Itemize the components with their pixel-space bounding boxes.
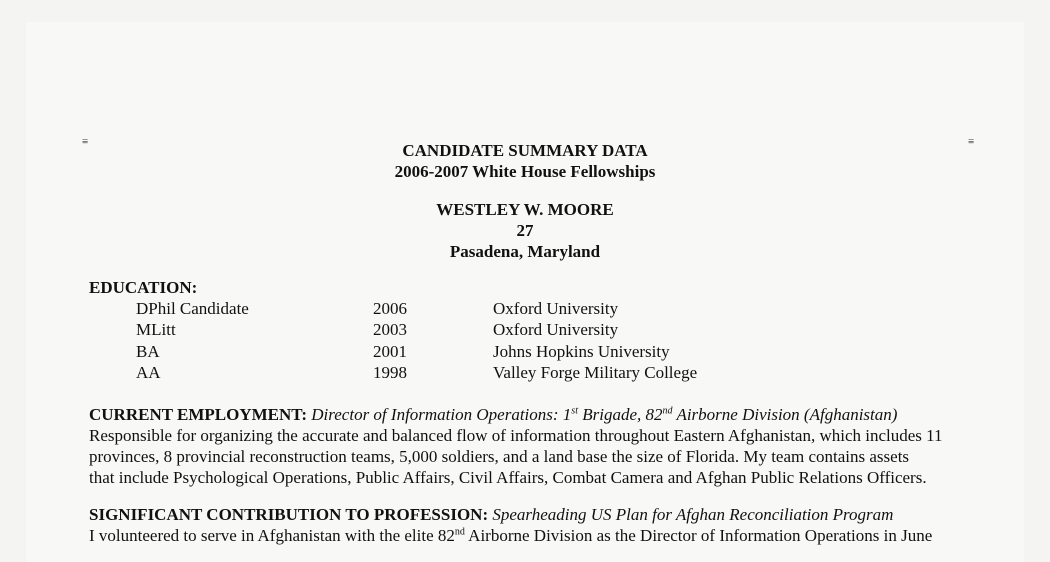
margin-mark-left: ≡ bbox=[82, 136, 89, 148]
contribution-heading-line bbox=[89, 504, 1019, 525]
contribution-description-line: I volunteered to serve in Afghanistan with the elite 82nd Airborne Division as the Director of Information Operations in June bbox=[89, 526, 933, 545]
candidate-age: 27 bbox=[516, 221, 534, 240]
education-year: 2001 bbox=[373, 342, 407, 361]
contribution-title: Spearheading US Plan for Afghan Reconciliation Program bbox=[492, 505, 894, 524]
education-year: 2006 bbox=[373, 299, 407, 318]
education-row bbox=[0, 299, 1050, 320]
contribution-heading: SIGNIFICANT CONTRIBUTION TO PROFESSION: bbox=[89, 505, 489, 524]
candidate-name: WESTLEY W. MOORE bbox=[436, 200, 614, 219]
education-school: Oxford University bbox=[493, 320, 619, 339]
education-row bbox=[0, 320, 1050, 341]
employment-description-line: provinces, 8 provincial reconstruction teams, 5,000 soldiers, and a land base the size of Florida. My team contains assets bbox=[89, 447, 910, 466]
employment-heading: CURRENT EMPLOYMENT: bbox=[89, 405, 308, 424]
education-school: Oxford University bbox=[493, 299, 619, 318]
education-degree: MLitt bbox=[136, 320, 176, 339]
employment-heading-line bbox=[89, 404, 1019, 425]
margin-mark-right: ≡ bbox=[968, 136, 975, 148]
education-school: Valley Forge Military College bbox=[493, 363, 698, 382]
document-title: CANDIDATE SUMMARY DATA bbox=[402, 141, 648, 160]
education-row bbox=[0, 363, 1050, 384]
education-degree: DPhil Candidate bbox=[136, 299, 249, 318]
document-subtitle: 2006-2007 White House Fellowships bbox=[394, 162, 656, 181]
education-row bbox=[0, 342, 1050, 363]
employment-description-line: that include Psychological Operations, Public Affairs, Civil Affairs, Combat Camera and Afghan Public Relations Officers. bbox=[89, 468, 927, 487]
education-heading: EDUCATION: bbox=[89, 278, 198, 297]
employment-description-line: Responsible for organizing the accurate and balanced flow of information throughout Eastern Afghanistan, which includes 11 bbox=[89, 426, 943, 445]
education-degree: BA bbox=[136, 342, 160, 361]
education-year: 1998 bbox=[373, 363, 407, 382]
employment-title: Director of Information Operations: 1st Brigade, 82nd Airborne Division (Afghanistan) bbox=[311, 405, 898, 424]
candidate-location: Pasadena, Maryland bbox=[449, 242, 601, 261]
education-school: Johns Hopkins University bbox=[493, 342, 670, 361]
education-year: 2003 bbox=[373, 320, 407, 339]
education-degree: AA bbox=[136, 363, 161, 382]
